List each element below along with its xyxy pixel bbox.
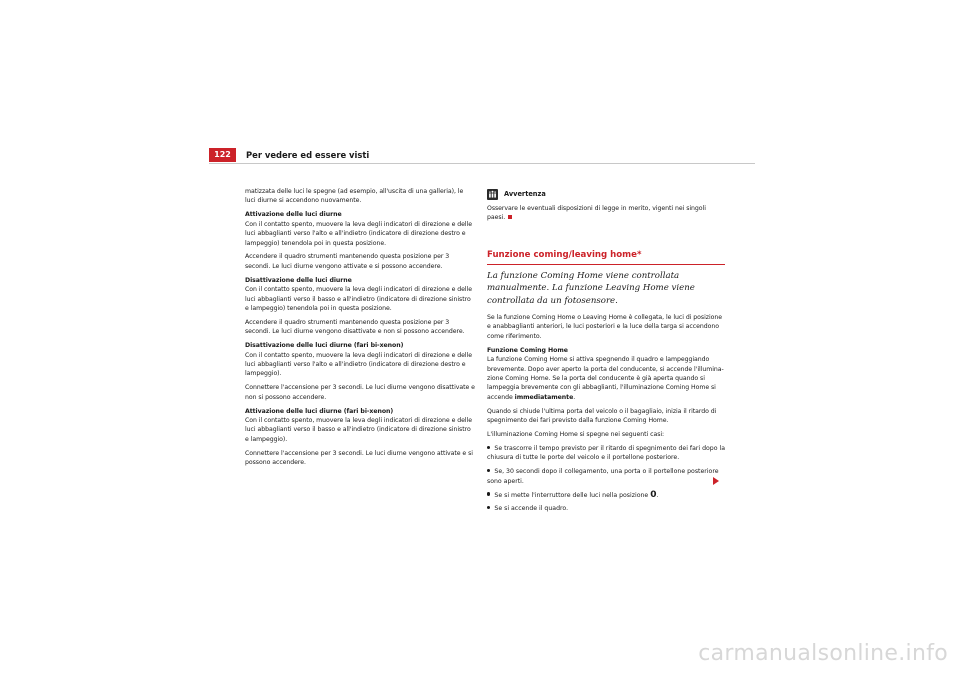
bullet-list <box>487 444 725 514</box>
paragraph-text-end: . <box>573 393 576 401</box>
paragraph: Con il contatto spento, muovere la leva degli indicatori di direzione e delle luci abbaglianti verso il basso e all'indietro (indicatore di direzione sinistro e lampeggio). <box>245 417 472 443</box>
subheading: Disattivazione delle luci diurne <box>245 276 352 284</box>
paragraph-text: La funzione Coming Home si attiva spegnendo il quadro e lampeggiando brevemente. Dopo aver aperto la porta del conducente, si accende l'illumina-zione Coming Home. Se la porta del conducente è già aperta quando si lampeggia brevemente con gli abbaglianti, l'illuminazione Coming Home si accende <box>487 356 724 401</box>
list-item <box>487 444 725 463</box>
list-item <box>487 467 725 486</box>
paragraph: Connettere l'accensione per 3 secondi. Le luci diurne vengono attivate e si possono accendere. <box>245 449 473 467</box>
list-item <box>487 504 725 513</box>
paragraph: Se la funzione Coming Home o Leaving Home è collegata, le luci di posizione e anabbaglianti anteriori, le luci posteriori e la luce della targa si accendono come riferimento. <box>487 314 722 340</box>
paragraph: L'illuminazione Coming Home si spegne nei seguenti casi: <box>487 431 665 438</box>
note-text-content: Osservare le eventuali disposizioni di legge in merito, vigenti nei singoli paesi. <box>487 205 706 222</box>
paragraph: Accendere il quadro strumenti mantenendo questa posizione per 3 secondi. Le luci diurne vengono attivate e si possono accendere. <box>245 253 450 270</box>
paragraph <box>487 355 725 402</box>
emphasis-text: immediatamente <box>514 393 574 401</box>
paragraph: Connettere l'accensione per 3 secondi. Le luci diurne vengono disattivate e non si possono accendere. <box>245 384 475 401</box>
list-item-text: Se si mette l'interruttore delle luci nella posizione <box>494 491 649 499</box>
subheading: Funzione Coming Home <box>487 346 568 354</box>
paragraph: Con il contatto spento, muovere la leva degli indicatori di direzione e delle luci abbaglianti verso l'alto e all'indietro (indicatore di direzione destro e lampeggio). <box>245 351 472 378</box>
bullet-icon <box>487 446 490 449</box>
continue-arrow-icon <box>713 477 719 485</box>
section-title: Funzione coming/leaving home* <box>487 249 725 265</box>
paragraph: Con il contatto spento, muovere la leva degli indicatori di direzione e delle luci abbaglianti verso l'alto e all'indietro (indicatore di direzione destro e lampeggio) tenendola poi in questa posizione. <box>245 220 472 247</box>
paragraph: Quando si chiude l'ultima porta del veicolo o il bagagliaio, inizia il ritardo di spegnimento dei fari previsto dalla funzione Coming Home. <box>487 407 717 425</box>
list-item-text: Se trascorre il tempo previsto per il ritardo di spegnimento dei fari dopo la chiusura di tutte le porte del veicolo e il portellone posteriore. <box>487 444 725 462</box>
bullet-icon <box>487 469 490 472</box>
footer-watermark: carmanualsonline.info <box>698 641 948 666</box>
list-item-text: Se, 30 secondi dopo il collegamento, una porta o il portellone posteriore sono aperti. <box>487 468 719 485</box>
subheading: Attivazione delle luci diurne <box>245 211 342 219</box>
subheading: Attivazione delle luci diurne (fari bi-xenon) <box>245 407 394 415</box>
running-title: Per vedere ed essere visti <box>246 150 370 160</box>
bullet-icon <box>487 506 490 509</box>
section-lead: La funzione Coming Home viene controllata manualmente. La funzione Leaving Home viene controllata da un fotosensore. <box>487 270 695 306</box>
list-item <box>487 491 725 500</box>
paragraph: matizzata delle luci le spegne (ad esempio, all'uscita di una galleria), le luci diurne si accendono nuovamente. <box>245 188 464 205</box>
end-square-icon <box>508 215 512 219</box>
left-column <box>245 187 475 472</box>
header-divider <box>209 163 755 164</box>
light-switch-symbol: 0 <box>650 489 657 500</box>
list-item-text: Se si accende il quadro. <box>494 505 569 513</box>
note-header <box>487 187 725 201</box>
page-header <box>209 148 755 164</box>
bullet-icon <box>487 492 490 495</box>
right-column <box>487 187 725 518</box>
page-number: 122 <box>209 148 236 162</box>
list-item-text-end: . <box>656 491 659 499</box>
paragraph: Con il contatto spento, muovere la leva degli indicatori di direzione e delle luci abbaglianti verso il basso e all'indietro (indicatore di direzione sinistro e lampeggio) tenendola poi in questa posizione. <box>245 286 472 312</box>
note-title: Avvertenza <box>504 190 546 198</box>
manual-info-icon <box>487 189 498 200</box>
paragraph: Accendere il quadro strumenti mantenendo questa posizione per 3 secondi. Le luci diurne vengono disattivate e non si possono accendere. <box>245 318 465 336</box>
note-text <box>487 204 725 223</box>
subheading: Disattivazione delle luci diurne (fari bi-xenon) <box>245 342 404 350</box>
